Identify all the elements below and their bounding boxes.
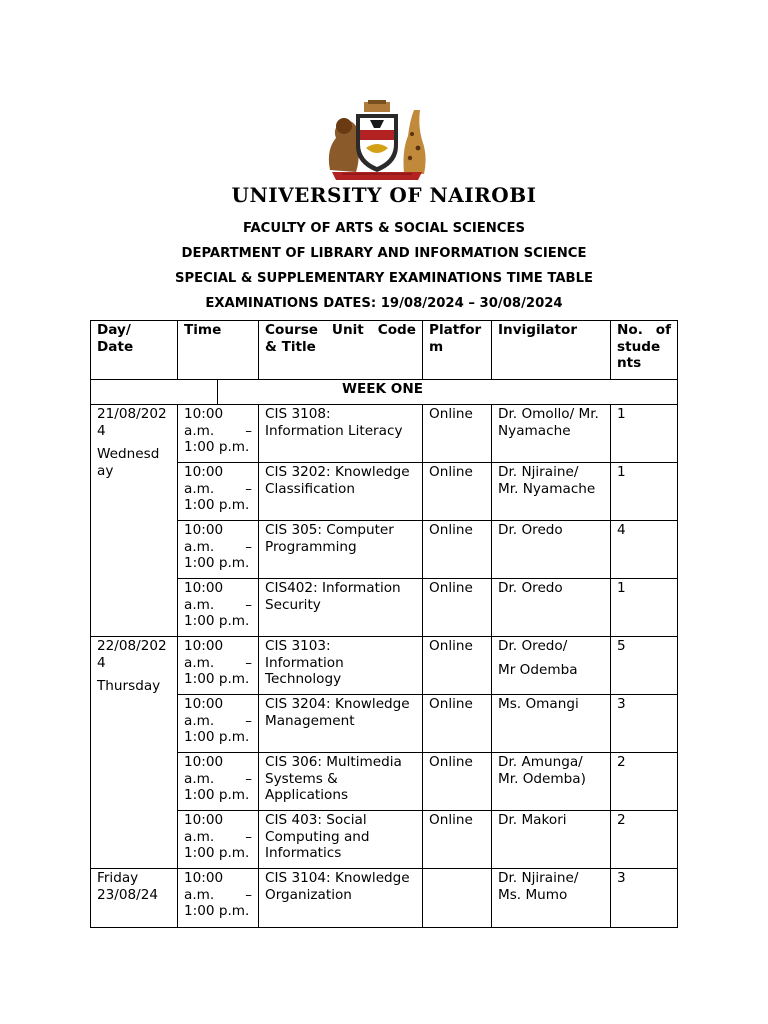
platform-cell bbox=[422, 868, 492, 928]
invigilator-cell: Dr. Omollo/ Mr. Nyamache bbox=[491, 404, 611, 463]
students-cell: 5 bbox=[610, 636, 678, 695]
students-cell: 4 bbox=[610, 520, 678, 579]
course-cell: CIS402: Information Security bbox=[258, 578, 423, 637]
course-cell: CIS 3202: Knowledge Classification bbox=[258, 462, 423, 521]
time-cell: 10:00 a.m. – 1:00 p.m. bbox=[177, 752, 259, 811]
faculty-heading: FACULTY OF ARTS & SOCIAL SCIENCES bbox=[242, 221, 525, 236]
platform-cell: Online bbox=[422, 752, 492, 811]
course-cell: CIS 403: Social Computing and Informatics bbox=[258, 810, 423, 869]
students-cell: 1 bbox=[610, 578, 678, 637]
platform-cell: Online bbox=[422, 404, 492, 463]
course-cell: CIS 3103: Information Technology bbox=[258, 636, 423, 695]
header-platform: Platfor m bbox=[422, 320, 492, 380]
invigilator-cell: Dr. Oredo/ Mr Odemba bbox=[491, 636, 611, 695]
time-cell: 10:00 a.m. – 1:00 p.m. bbox=[177, 578, 259, 637]
department-heading: DEPARTMENT OF LIBRARY AND INFORMATION SCIENCE bbox=[181, 246, 587, 261]
time-cell: 10:00 a.m. – 1:00 p.m. bbox=[177, 520, 259, 579]
header-students: No. of stude nts bbox=[610, 320, 678, 380]
time-cell: 10:00 a.m. – 1:00 p.m. bbox=[177, 868, 259, 928]
header-course: Course Unit Code & Title bbox=[258, 320, 423, 380]
platform-cell: Online bbox=[422, 636, 492, 695]
course-cell: CIS 3204: Knowledge Management bbox=[258, 694, 423, 753]
platform-cell: Online bbox=[422, 694, 492, 753]
students-cell: 1 bbox=[610, 462, 678, 521]
students-cell: 1 bbox=[610, 404, 678, 463]
invigilator-cell: Dr. Makori bbox=[491, 810, 611, 869]
students-cell: 2 bbox=[610, 810, 678, 869]
exam-dates: EXAMINATIONS DATES: 19/08/2024 – 30/08/2024 bbox=[205, 296, 563, 311]
students-cell: 2 bbox=[610, 752, 678, 811]
week-blank-cell bbox=[90, 379, 218, 405]
course-cell: CIS 305: Computer Programming bbox=[258, 520, 423, 579]
invigilator-cell: Ms. Omangi bbox=[491, 694, 611, 753]
invigilator-cell: Dr. Oredo bbox=[491, 578, 611, 637]
time-cell: 10:00 a.m. – 1:00 p.m. bbox=[177, 636, 259, 695]
platform-cell: Online bbox=[422, 578, 492, 637]
course-cell: CIS 3108: Information Literacy bbox=[258, 404, 423, 463]
header-invigilator: Invigilator bbox=[491, 320, 611, 380]
day-cell-2: 22/08/202 4 Thursday bbox=[90, 636, 178, 869]
header-day-date: Day/ Date bbox=[90, 320, 178, 380]
students-cell: 3 bbox=[610, 694, 678, 753]
time-cell: 10:00 a.m. – 1:00 p.m. bbox=[177, 810, 259, 869]
invigilator-cell: Dr. Amunga/ Mr. Odemba) bbox=[491, 752, 611, 811]
university-name: UNIVERSITY OF NAIROBI bbox=[231, 183, 537, 207]
invigilator-cell: Dr. Njiraine/ Ms. Mumo bbox=[491, 868, 611, 928]
course-cell: CIS 3104: Knowledge Organization bbox=[258, 868, 423, 928]
invigilator-cell: Dr. Njiraine/ Mr. Nyamache bbox=[491, 462, 611, 521]
time-cell: 10:00 a.m. – 1:00 p.m. bbox=[177, 404, 259, 463]
platform-cell: Online bbox=[422, 520, 492, 579]
university-crest-logo bbox=[322, 100, 432, 182]
day-cell-1: 21/08/202 4 Wednesd ay bbox=[90, 404, 178, 637]
platform-cell: Online bbox=[422, 810, 492, 869]
time-cell: 10:00 a.m. – 1:00 p.m. bbox=[177, 694, 259, 753]
week-label: WEEK ONE bbox=[217, 379, 678, 405]
header-time: Time bbox=[177, 320, 259, 380]
course-cell: CIS 306: Multimedia Systems & Applications bbox=[258, 752, 423, 811]
time-cell: 10:00 a.m. – 1:00 p.m. bbox=[177, 462, 259, 521]
platform-cell: Online bbox=[422, 462, 492, 521]
timetable-title: SPECIAL & SUPPLEMENTARY EXAMINATIONS TIME TABLE bbox=[174, 271, 594, 286]
invigilator-cell: Dr. Oredo bbox=[491, 520, 611, 579]
students-cell: 3 bbox=[610, 868, 678, 928]
day-cell-3: Friday 23/08/24 bbox=[90, 868, 178, 928]
